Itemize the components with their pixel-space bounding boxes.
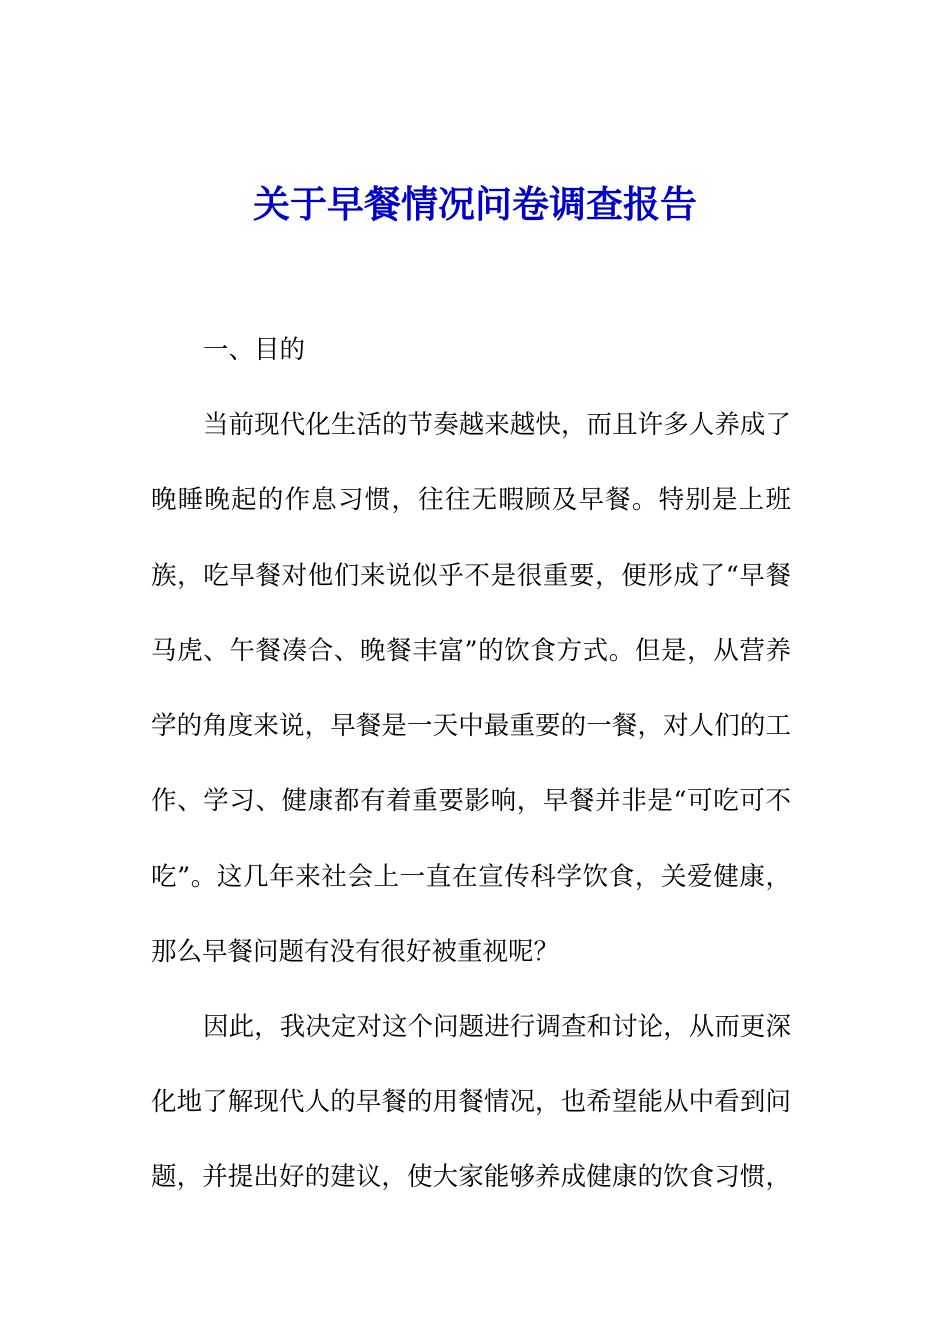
paragraph-line: 晚睡晚起的作息习惯，往往无暇顾及早餐。特别是上班 — [151, 485, 791, 515]
paragraph-line: 那么早餐问题有没有很好被重视呢？ — [151, 937, 560, 967]
document-title: 关于早餐情况问卷调查报告 — [253, 182, 697, 226]
paragraph-line: 族，吃早餐对他们来说似乎不是很重要，便形成了“早餐 — [151, 561, 791, 591]
paragraph-line: 作、学习、健康都有着重要影响，早餐并非是“可吃可不 — [151, 786, 791, 816]
paragraph-line: 化地了解现代人的早餐的用餐情况，也希望能从中看到问 — [151, 1087, 791, 1117]
paragraph-line: 学的角度来说，早餐是一天中最重要的一餐，对人们的工 — [151, 711, 791, 741]
section-heading: 一、目的 — [203, 335, 306, 365]
paragraph-line: 吃”。这几年来社会上一直在宣传科学饮食，关爱健康， — [151, 862, 791, 892]
paragraph-line: 因此，我决定对这个问题进行调查和讨论，从而更深 — [203, 1012, 791, 1042]
paragraph-line: 题，并提出好的建议，使大家能够养成健康的饮食习惯， — [151, 1162, 791, 1192]
paragraph-line: 马虎、午餐凑合、晚餐丰富”的饮食方式。但是，从营养 — [151, 636, 791, 666]
paragraph-line: 当前现代化生活的节奏越来越快，而且许多人养成了 — [203, 410, 791, 440]
